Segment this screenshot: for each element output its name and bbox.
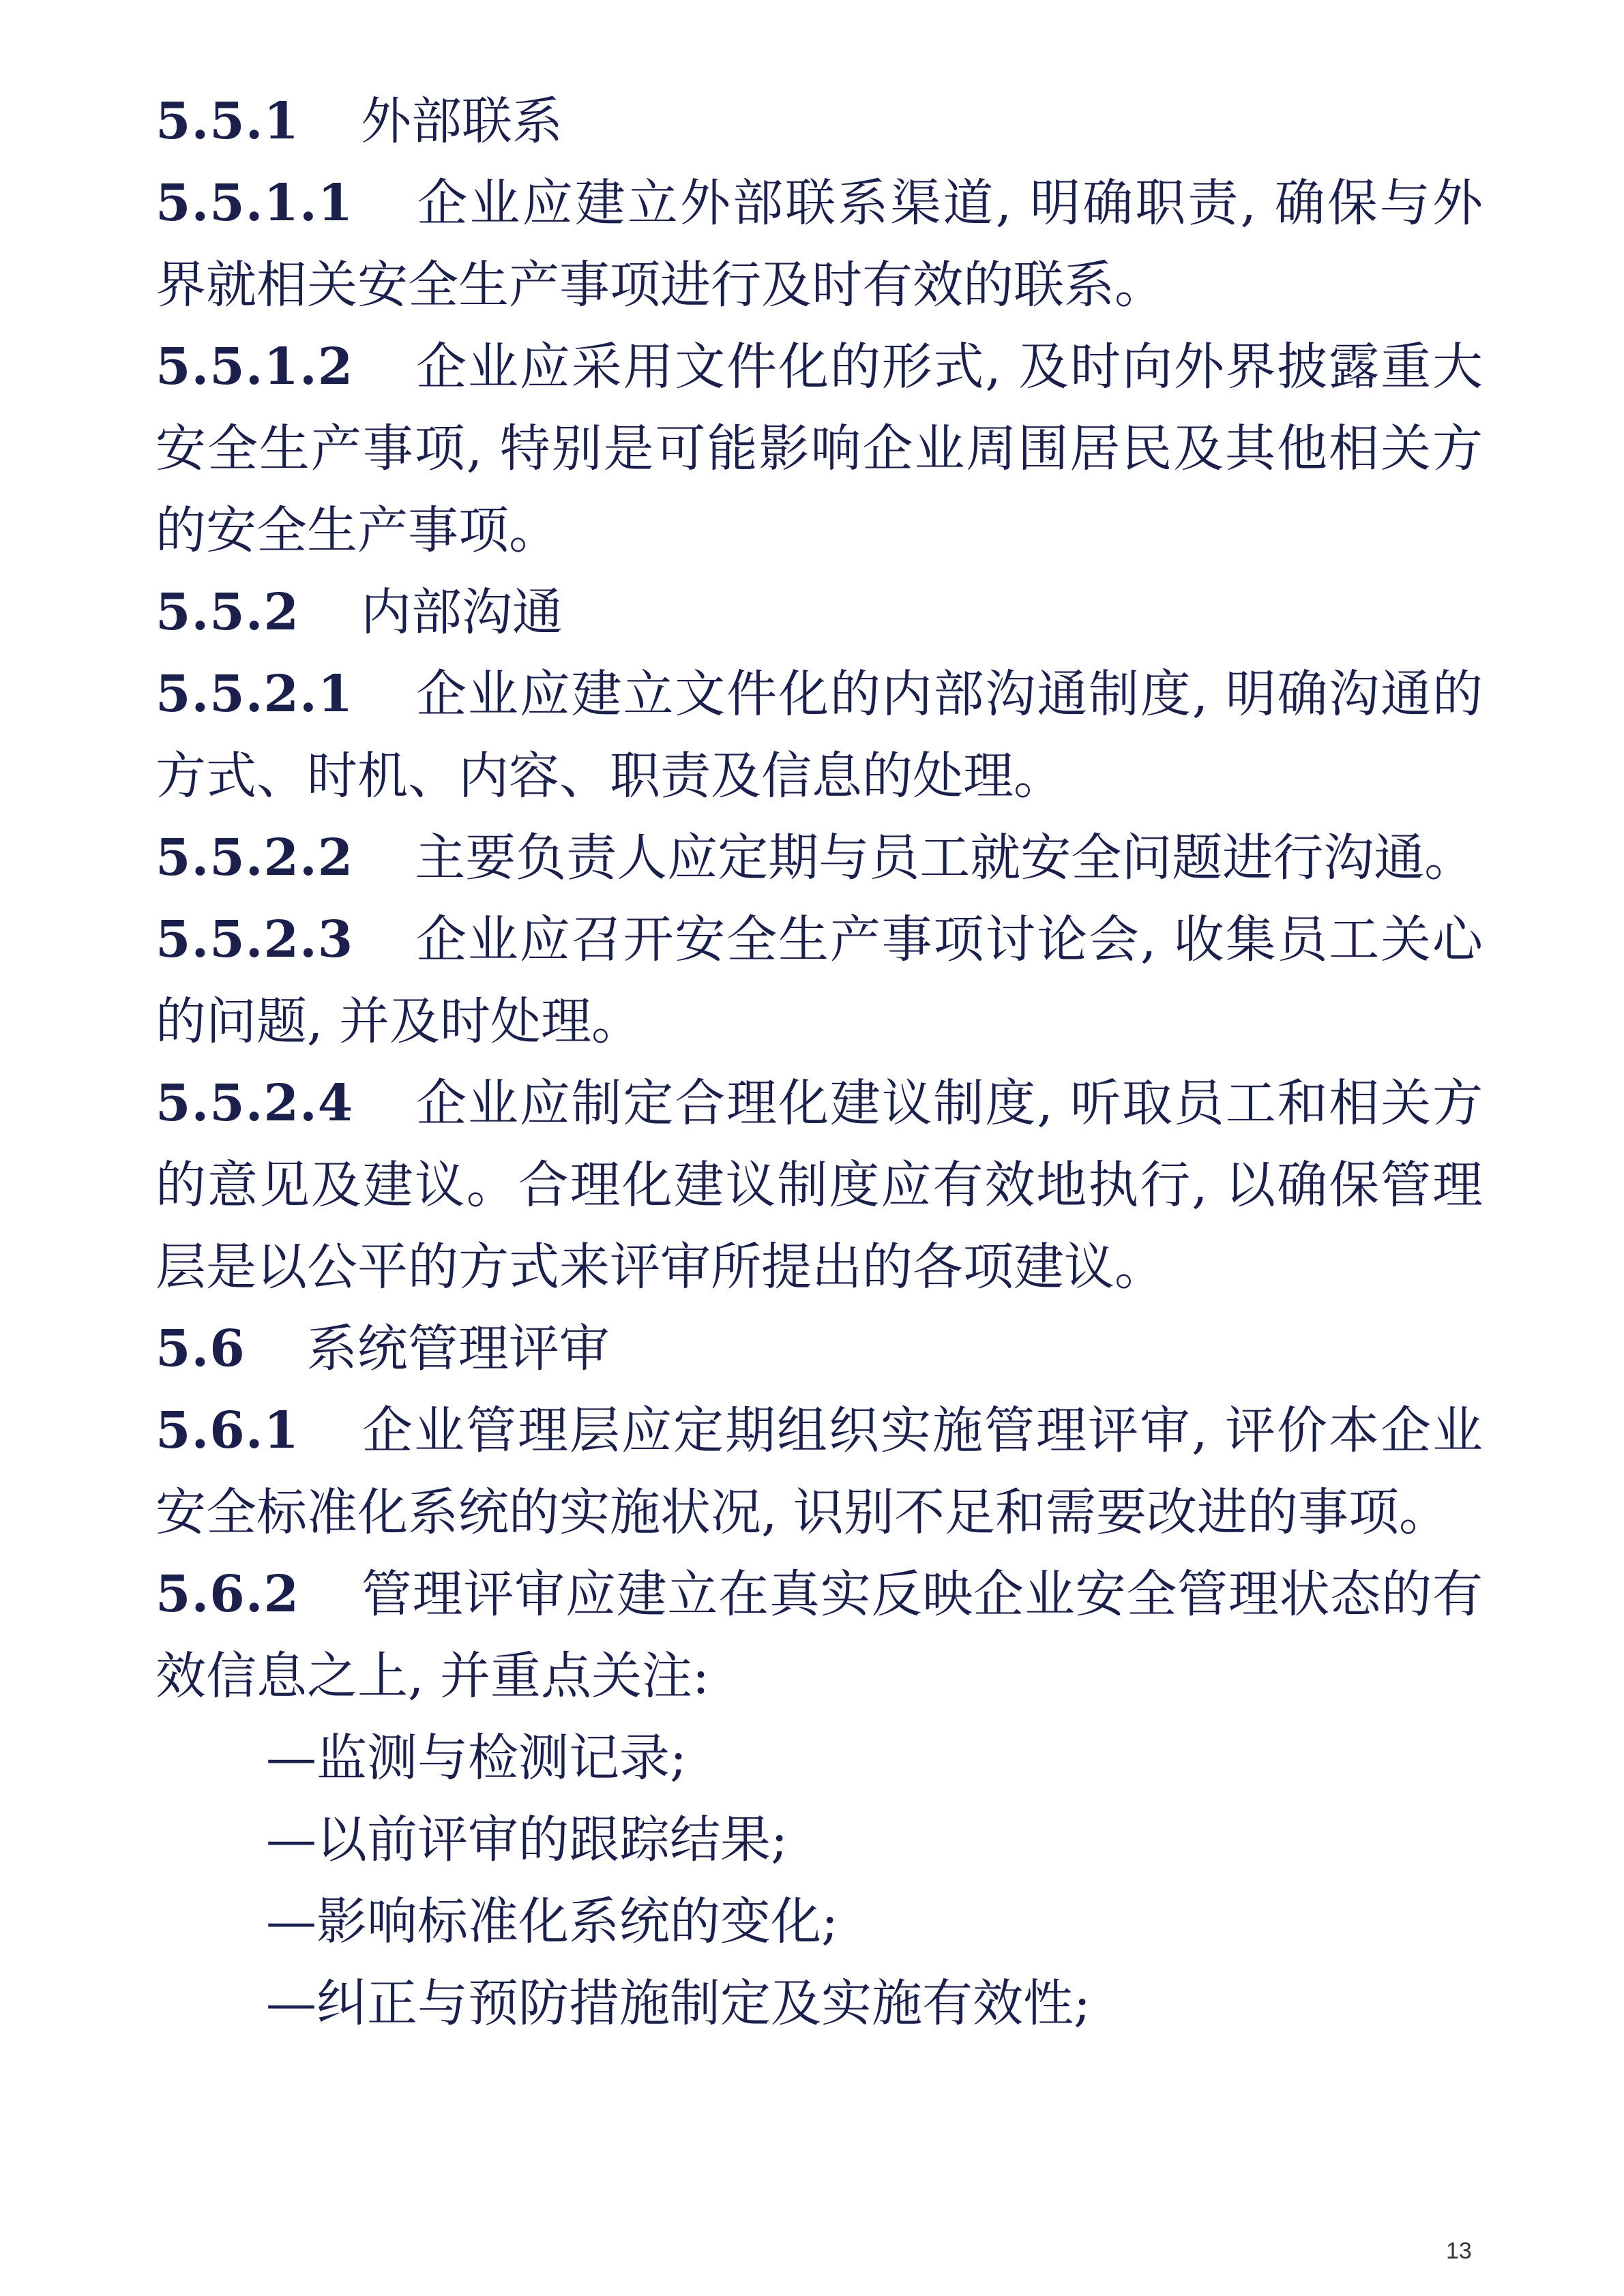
clause-5-5-1-1	[156, 162, 1483, 326]
clause-text: 企业应召开安全生产事项讨论会, 收集员工关心的问题, 并及时处理。	[156, 910, 1483, 1051]
section-heading-5-5-2	[156, 571, 1483, 653]
section-number: 5.6	[156, 1320, 246, 1378]
clause-text: 企业应建立文件化的内部沟通制度, 明确沟通的方式、时机、内容、职责及信息的处理。	[156, 665, 1483, 805]
clause-5-5-2-2	[156, 817, 1483, 899]
clause-5-5-1-2	[156, 326, 1483, 571]
clause-number: 5.5.1.2	[156, 338, 354, 396]
section-number: 5.5.2	[156, 583, 299, 642]
section-heading-5-5-1	[156, 80, 1483, 162]
clause-number: 5.6.1	[156, 1401, 299, 1460]
section-title: 系统管理评审	[306, 1320, 610, 1378]
section-heading-5-6	[156, 1308, 1483, 1390]
clause-text: 企业应采用文件化的形式, 及时向外界披露重大安全生产事项, 特别是可能影响企业周围居民及其他相关方的安全生产事项。	[156, 338, 1483, 560]
section-number: 5.5.1	[156, 92, 299, 151]
page-number: 13	[1446, 2238, 1472, 2264]
clause-text: 主要负责人应定期与员工就安全问题进行沟通。	[415, 829, 1475, 887]
clause-5-5-2-3	[156, 899, 1483, 1062]
clause-text: 企业管理层应定期组织实施管理评审, 评价本企业安全标准化系统的实施状况, 识别不足和需要改进的事项。	[156, 1401, 1483, 1542]
clause-text: 管理评审应建立在真实反映企业安全管理状态的有效信息之上, 并重点关注:	[156, 1565, 1483, 1705]
clause-5-5-2-4	[156, 1062, 1483, 1308]
clause-text: 企业应制定合理化建议制度, 听取员工和相关方的意见及建议。合理化建议制度应有效地执行, 以确保管理层是以公平的方式来评审所提出的各项建议。	[156, 1074, 1483, 1296]
clause-number: 5.5.2.4	[156, 1074, 354, 1133]
clause-number: 5.5.1.1	[156, 174, 354, 233]
list-item: —监测与检测记录;	[266, 1729, 687, 1787]
clause-number: 5.5.2.1	[156, 665, 354, 724]
clause-number: 5.6.2	[156, 1565, 299, 1624]
clause-5-5-2-1	[156, 653, 1483, 817]
clause-number: 5.5.2.2	[156, 829, 354, 887]
document-body	[156, 80, 1483, 2044]
list-item: —纠正与预防措施制定及实施有效性;	[266, 1974, 1091, 2033]
section-title: 内部沟通	[361, 583, 563, 642]
focus-list	[156, 1717, 1483, 2044]
clause-text: 企业应建立外部联系渠道, 明确职责, 确保与外界就相关安全生产事项进行及时有效的联系。	[156, 174, 1483, 314]
section-title: 外部联系	[361, 92, 563, 151]
list-item: —以前评审的跟踪结果;	[266, 1810, 788, 1869]
clause-number: 5.5.2.3	[156, 910, 354, 969]
clause-5-6-2	[156, 1553, 1483, 1717]
clause-5-6-1	[156, 1390, 1483, 1553]
list-item: —影响标准化系统的变化;	[266, 1892, 838, 1951]
